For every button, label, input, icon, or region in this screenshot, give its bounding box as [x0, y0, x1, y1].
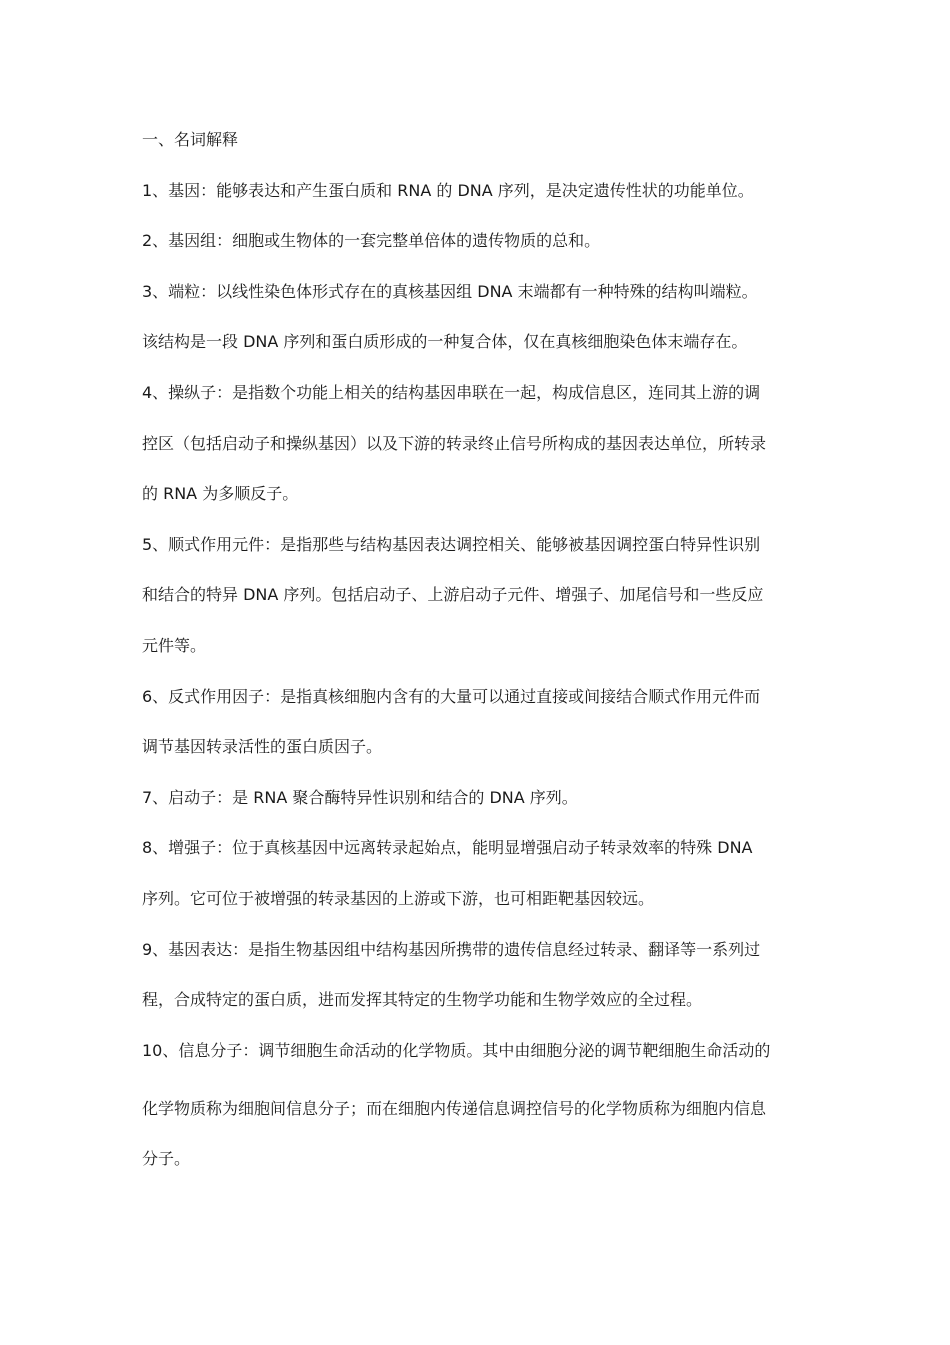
definition-line: 7、启动子：是 RNA 聚合酶特异性识别和结合的 DNA 序列。: [142, 787, 578, 807]
definition-line: 8、增强子：位于真核基因中远离转录起始点，能明显增强启动子转录效率的特殊 DNA: [142, 838, 753, 858]
definition-line: 调节基因转录活性的蛋白质因子。: [142, 737, 383, 757]
definition-line: 5、顺式作用元件：是指那些与结构基因表达调控相关、能够被基因调控蛋白特异性识别: [142, 534, 761, 554]
document-body: [142, 126, 812, 1196]
definition-line: 1、基因：能够表达和产生蛋白质和 RNA 的 DNA 序列，是决定遗传性状的功能单位。: [142, 180, 754, 200]
definition-line: 分子。: [142, 1149, 191, 1169]
definition-line: 2、基因组：细胞或生物体的一套完整单倍体的遗传物质的总和。: [142, 231, 601, 251]
definition-line: 4、操纵子：是指数个功能上相关的结构基因串联在一起，构成信息区，连同其上游的调: [142, 382, 761, 402]
definition-line: 和结合的特异 DNA 序列。包括启动子、上游启动子元件、增强子、加尾信号和一些反应: [142, 585, 764, 605]
definition-line: 控区（包括启动子和操纵基因）以及下游的转录终止信号所构成的基因表达单位，所转录: [142, 433, 767, 453]
definition-line: 的 RNA 为多顺反子。: [142, 484, 299, 504]
definition-line: 序列。它可位于被增强的转录基因的上游或下游，也可相距靶基因较远。: [142, 888, 655, 908]
definition-line: 10、信息分子：调节细胞生命活动的化学物质。其中由细胞分泌的调节靶细胞生命活动的: [142, 1040, 771, 1060]
definition-line: 元件等。: [142, 635, 207, 655]
section-heading: 一、名词解释: [142, 130, 239, 149]
definition-line: 该结构是一段 DNA 序列和蛋白质形成的一种复合体，仅在真核细胞染色体末端存在。: [142, 332, 748, 352]
definition-line: 6、反式作用因子：是指真核细胞内含有的大量可以通过直接或间接结合顺式作用元件而: [142, 686, 761, 706]
definition-line: 程，合成特定的蛋白质，进而发挥其特定的生物学功能和生物学效应的全过程。: [142, 990, 703, 1010]
definition-line: 3、端粒：以线性染色体形式存在的真核基因组 DNA 末端都有一种特殊的结构叫端粒。: [142, 281, 758, 301]
definition-line: 化学物质称为细胞间信息分子；而在细胞内传递信息调控信号的化学物质称为细胞内信息: [142, 1098, 767, 1118]
definition-line: 9、基因表达：是指生物基因组中结构基因所携带的遗传信息经过转录、翻译等一系列过: [142, 939, 761, 959]
